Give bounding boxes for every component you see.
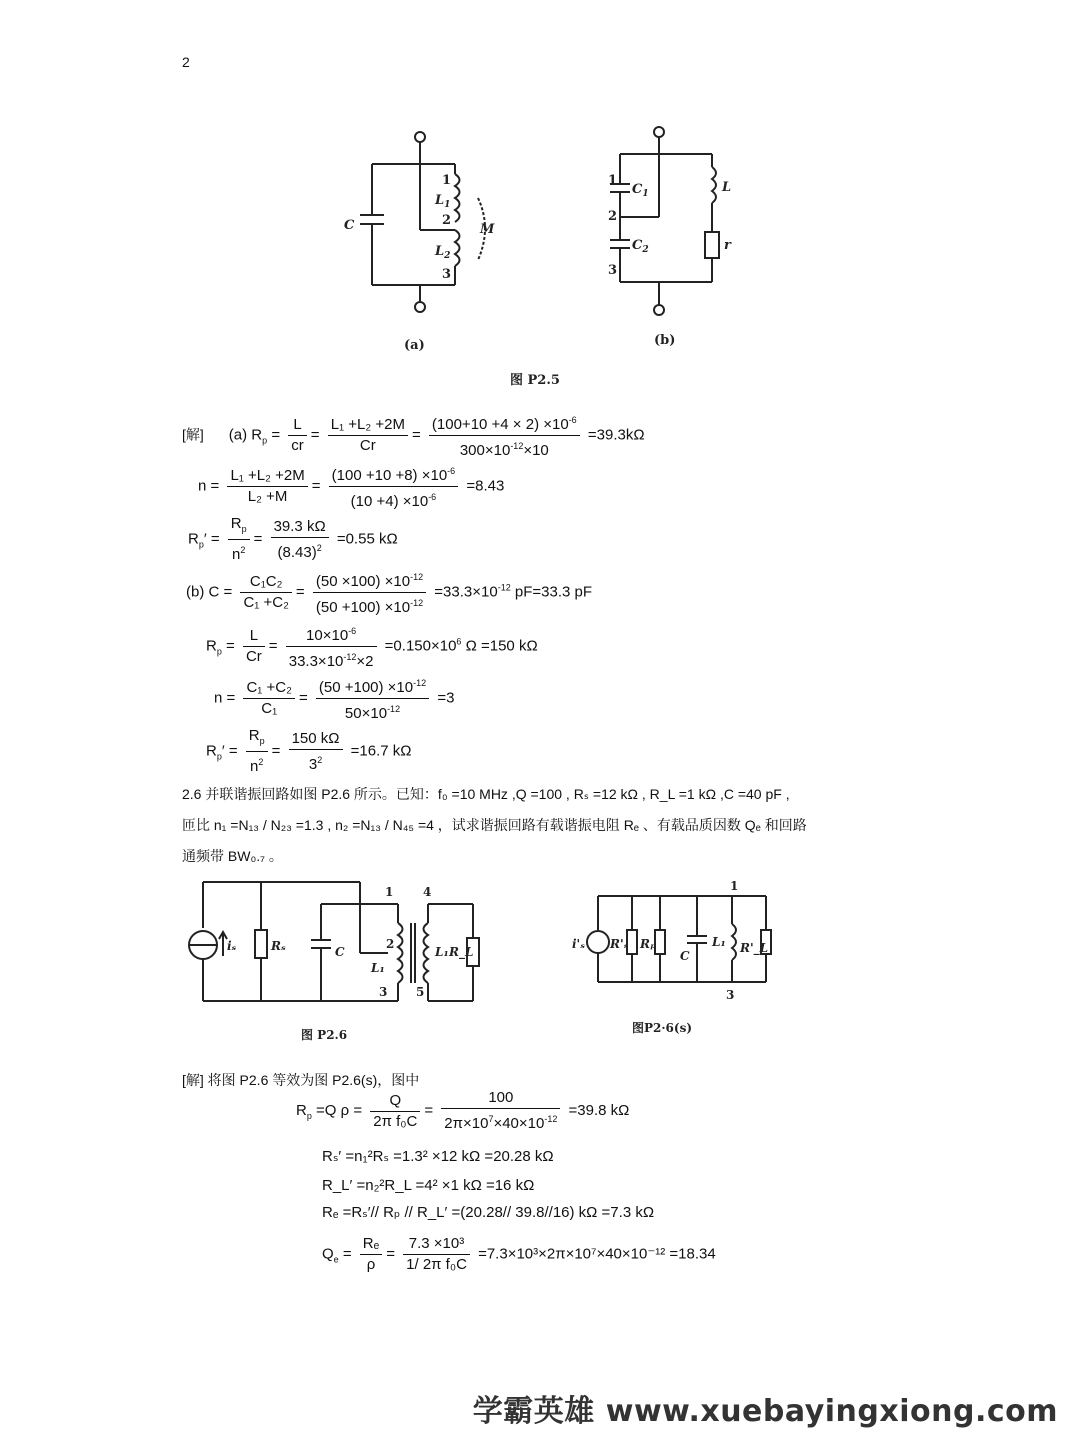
fig-a-c-label: C [344, 218, 355, 233]
fig26s-rs-label: R'ₛ [610, 937, 629, 951]
fig26-c-label: C [335, 945, 345, 959]
equation-rp-prime-a: $R_p'$ = $\frac{R_p}{n^2}$ = $\frac{39.3 k\Omega}{(8.43)^2}$ =0.55 kΩ [188, 515, 398, 563]
page-number: 2 [182, 54, 190, 70]
figure-p2-5 [332, 102, 744, 402]
equation-rp-prime-b: $R_p'$ = $\frac{R_p}{n^2}$ = $\frac{150 k\Omega}{3^2}$ =16.7 kΩ [206, 727, 412, 775]
fig-a-node-3: 3 [442, 267, 452, 282]
problem-2-6-line-3: 通频带 BW₀.₇ 。 [182, 848, 283, 864]
fig-a-l2-label: $L_2$ [435, 244, 451, 261]
fig-b-node-3: 3 [608, 263, 618, 278]
fig26-node-5: 5 [416, 985, 425, 999]
fig26-rs-label: Rₛ [271, 939, 286, 953]
fig26s-rl-label: R'_L [740, 941, 769, 955]
fig26-node-3: 3 [379, 985, 388, 999]
fig-p2-6-caption: 图 P2.6 [301, 1028, 348, 1042]
fig26-l1-label: L₁ [371, 961, 385, 975]
equation-rl-prime: R_L′ =n₂²R_L =4² ×1 kΩ =16 kΩ [322, 1177, 535, 1194]
fig26-l2-label: L₁ [435, 945, 449, 959]
fig26s-node-1: 1 [730, 879, 739, 893]
fig-b-c2-label: $C_2$ [632, 238, 649, 255]
equation-re: Rₑ =Rₛ′// Rₚ // R_L′ =(20.28// 39.8//16) kΩ =7.3 kΩ [322, 1204, 655, 1221]
equation-c-b: (b) C = $\frac{\text{C₁C₂}}{\text{C₁ +C₂}}$ = $\frac{(50 \times 100) \times 10^{-12}}{(50 +100) \times 10^{-12}}$ $=33.3\times 10^{-12}$ pF=33.3 pF [186, 567, 592, 618]
fig-a-sublabel: (a) [404, 338, 425, 353]
fig26s-is-label: i'ₛ [572, 937, 585, 951]
fig26s-rp-label: Rₚ [640, 937, 656, 951]
equation-qe: $Q_e$ = $\frac{\text{Rₑ}}{\rho}$ = $\frac{\text{7.3 ×10³}}{\text{1/ 2π f₀C}}$ =7.3×10³×2π×10⁷×40×10⁻¹² =18.34 [322, 1235, 716, 1273]
fig-b-node-2: 2 [608, 209, 618, 224]
fig-b-sublabel: (b) [654, 333, 676, 348]
watermark: 学霸英雄 www.xuebayingxiong.com [472, 1394, 1058, 1429]
equation-n-a: n = $\frac{\text{L₁ +L₂ +2M}}{\text{L₂ +M}}$ = $\frac{(100 +10 +8) \times 10^{-6}}{(10 +4) \times 10^{-6}}$ =8.43 [198, 461, 504, 512]
fig26s-node-3: 3 [726, 988, 735, 1002]
fig-b-node-1: 1 [608, 173, 618, 188]
fig-a-node-2: 2 [442, 213, 452, 228]
fig26-is-label: iₛ [227, 939, 237, 953]
fig26s-l1-label: L₁ [712, 935, 726, 949]
fig-b-c1-label: $C_1$ [632, 182, 649, 199]
equation-rp-a: [解] (a) $R_p$ = $\frac{L}{cr}$ = $\frac{\text{L₁ +L₂ +2M}}{Cr}$ = $\frac{(100+10 +4 \times 2) \times 10^{-6}}{300\times 10^{-12}\times 10}$ =39.3kΩ [182, 410, 645, 461]
fig26-node-4: 4 [423, 885, 432, 899]
equation-rp-b: $R_p$ = $\frac{L}{Cr}$ = $\frac{10\times 10^{-6}}{33.3\times 10^{-12}\times 2}$ $=0.150\times 10^6$ Ω =150 kΩ [206, 621, 538, 672]
fig-a-l1-label: $L_1$ [435, 193, 451, 210]
fig-p2-5-caption: 图 P2.5 [510, 373, 560, 388]
equation-n-b: n = $\frac{\text{C₁ +C₂}}{\text{C₁}}$ = $\frac{(50 +100) \times 10^{-12}}{50\times 10^{-12}}$ =3 [214, 673, 454, 724]
equation-rp-26: $R_p =Q$ ρ = $\frac{Q}{\text{2π f₀C}}$ = $\frac{100}{2\pi\times 10^7\times 40\times 10^{-12}}$ =39.8 kΩ [296, 1089, 630, 1132]
fig-p2-6s-caption: 图P2·6(s) [632, 1021, 693, 1035]
equation-rs-prime: Rₛ′ =n₁²Rₛ =1.3² ×12 kΩ =20.28 kΩ [322, 1148, 554, 1165]
figure-p2-6 [183, 868, 493, 1053]
solution-2-6-intro: [解] 将图 P2.6 等效为图 P2.6(s)，图中 [182, 1072, 420, 1088]
problem-2-6-line-2: 匝比 n₁ =N₁₃ / N₂₃ =1.3 , n₂ =N₁₃ / N₄₅ =4 ，试求谐振回路有载谐振电阻 Rₑ 、有载品质因数 Qₑ 和回路 [182, 817, 807, 833]
fig-a-m-label: M [480, 222, 495, 237]
fig26-rl-label: R_L [449, 945, 474, 959]
fig-b-r-label: r [724, 238, 731, 253]
fig-b-l-label: L [722, 180, 732, 195]
problem-2-6-line-1: 2.6 并联谐振回路如图 P2.6 所示。已知：f₀ =10 MHz ,Q =100 , Rₛ =12 kΩ , R_L =1 kΩ ,C =40 pF , [182, 786, 790, 802]
fig26-node-1: 1 [385, 885, 394, 899]
fig26s-c-label: C [680, 949, 690, 963]
figure-p2-6s [572, 872, 782, 1047]
fig26-node-2: 2 [386, 937, 395, 951]
fig-a-node-1: 1 [442, 173, 452, 188]
